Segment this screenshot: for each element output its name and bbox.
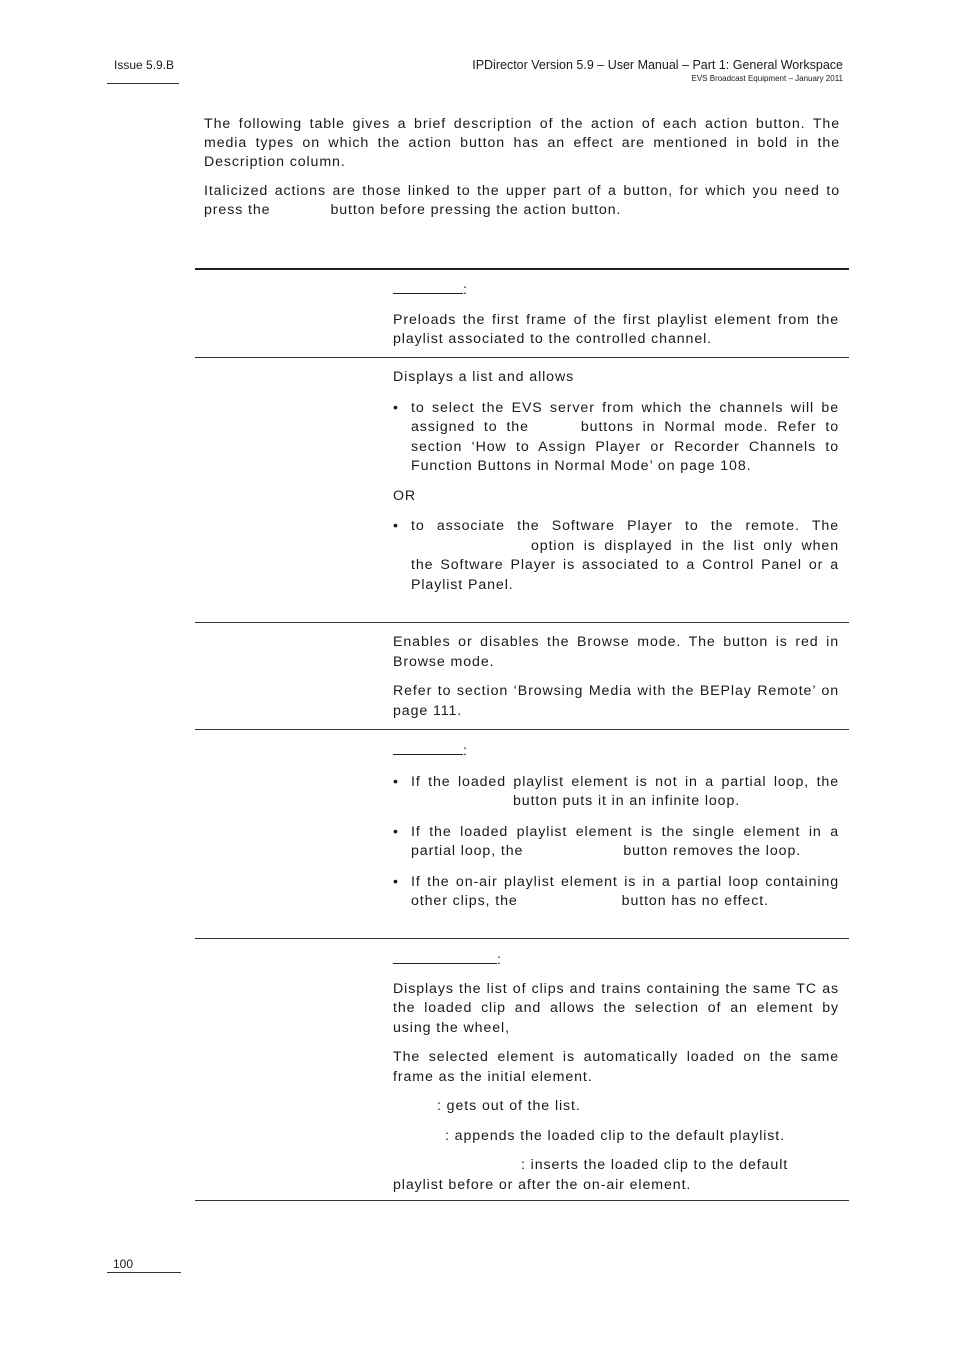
footer-divider xyxy=(107,1272,181,1273)
bullet-2-start: to associate the Software Player to the remote. The xyxy=(411,518,839,534)
list-item xyxy=(393,773,839,812)
intro-paragraph-2-start: Italicized actions are those linked to the upper part of a button, for which you need to press the xyxy=(204,183,840,218)
list-item xyxy=(393,517,839,595)
bullet-text-end: button has no effect. xyxy=(621,893,769,909)
list-item xyxy=(393,399,839,477)
bullet-1-start: to select the EVS server from which the channels will be assigned to the xyxy=(411,399,839,435)
row-3-text-2: Refer to section ‘Browsing Media with the BEPlay Remote’ on page 111. xyxy=(393,683,839,719)
bullet-2-end: option is displayed in the list only when the Software Player is associated to a Control Panel or a Playlist Panel. xyxy=(411,537,839,593)
row-5-text-5b: playlist before or after the on-air element. xyxy=(393,1176,692,1193)
underlined-heading xyxy=(393,950,497,964)
row-1-text: Preloads the first frame of the first playlist element from the playlist associated to the controlled channel. xyxy=(393,311,839,347)
row-5-text-5a: : inserts the loaded clip to the default xyxy=(521,1157,789,1173)
list-item xyxy=(393,873,839,912)
intro-paragraph-1: The following table gives a brief description of the action of each action button. The media types on which the action button has an effect are mentioned in bold in the Description column. xyxy=(204,116,840,170)
bullet-icon: • xyxy=(393,873,399,890)
bullet-icon: • xyxy=(393,773,399,790)
intro-paragraph-2-end: button before pressing the action button. xyxy=(330,202,622,218)
row-3-text-1: Enables or disables the Browse mode. The button is red in Browse mode. xyxy=(393,634,839,670)
row-divider xyxy=(195,729,849,730)
row-divider xyxy=(195,622,849,623)
bullet-text-start: If the on-air playlist element is in a partial loop containing other clips, the xyxy=(411,873,839,909)
bullet-icon: • xyxy=(393,399,399,416)
table-top-rule xyxy=(195,268,849,270)
row-1-description xyxy=(393,280,839,350)
row-4-description xyxy=(393,741,839,912)
row-5-text-2: The selected element is automatically loaded on the same frame as the initial element. xyxy=(393,1049,839,1085)
bullet-1-end: buttons in Normal mode. Refer to section ‘How to Assign Player or Recorder Channels to Function Buttons in Normal Mode’ on page 108. xyxy=(411,419,839,474)
heading-colon: : xyxy=(497,952,502,968)
row-2-intro: Displays a list and allows xyxy=(393,369,575,385)
row-2-description xyxy=(393,368,839,595)
row-5-text-4: : appends the loaded clip to the default playlist. xyxy=(445,1127,785,1144)
row-divider xyxy=(195,938,849,939)
row-5-text-1: Displays the list of clips and trains containing the same TC as the loaded clip and allows the selection of an element by using the wheel, xyxy=(393,980,839,1036)
bullet-icon: • xyxy=(393,823,399,840)
or-label: OR xyxy=(393,487,417,504)
document-subtitle: EVS Broadcast Equipment – January 2011 xyxy=(691,74,843,83)
table-bottom-rule xyxy=(195,1200,849,1201)
heading-colon: : xyxy=(463,743,468,759)
bullet-text-end: button puts it in an infinite loop. xyxy=(513,793,741,809)
row-divider xyxy=(195,357,849,358)
heading-colon: : xyxy=(463,282,468,298)
header-divider xyxy=(107,83,179,84)
bullet-text-start: If the loaded playlist element is not in a partial loop, the xyxy=(411,773,839,790)
underlined-heading xyxy=(393,280,463,294)
bullet-icon: • xyxy=(393,518,399,534)
document-title: IPDirector Version 5.9 – User Manual – Part 1: General Workspace xyxy=(472,58,843,72)
bullet-text-end: button removes the loop. xyxy=(623,843,802,859)
row-5-description xyxy=(393,950,839,1195)
issue-label: Issue 5.9.B xyxy=(114,58,175,72)
intro-paragraph-2 xyxy=(204,182,840,220)
page-number: 100 xyxy=(113,1257,134,1271)
row-5-text-3: : gets out of the list. xyxy=(437,1098,581,1114)
list-item xyxy=(393,823,839,862)
bullet-text-start: If the loaded playlist element is the single element in a partial loop, the xyxy=(411,823,839,859)
underlined-heading xyxy=(393,741,463,755)
row-3-description xyxy=(393,633,839,721)
